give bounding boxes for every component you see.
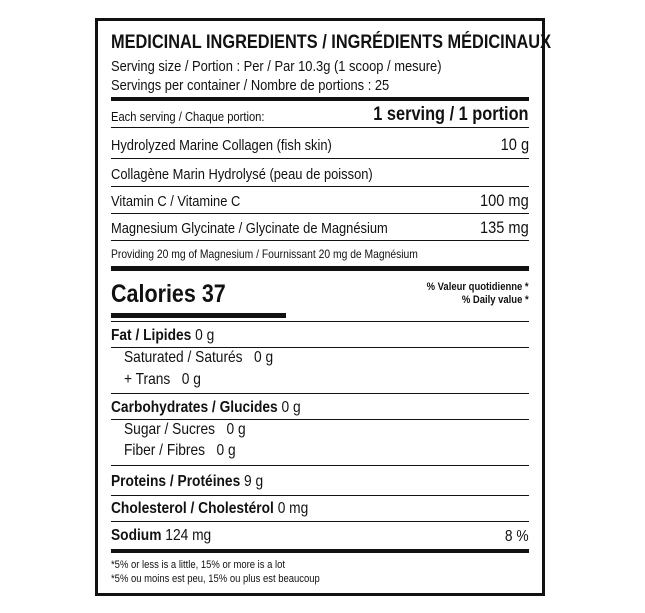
sodium-value: 124 mg: [165, 527, 212, 544]
ingredient-name: Magnesium Glycinate / Glycinate de Magnésium: [111, 220, 388, 237]
providing-note: Providing 20 mg of Magnesium / Fournissant 20 mg de Magnésium: [111, 247, 418, 261]
divider: [111, 321, 529, 322]
footnote-fr: *5% ou moins est peu, 15% ou plus est beaucoup: [111, 573, 320, 585]
divider: [111, 186, 529, 187]
cholesterol-value: 0 mg: [277, 500, 309, 517]
thick-divider: [111, 549, 529, 553]
fiber-row: Fiber / Fibres 0 g: [124, 442, 236, 459]
ingredient-name: Collagène Marin Hydrolysé (peau de poisson): [111, 166, 373, 183]
divider: [111, 419, 529, 420]
divider: [111, 393, 529, 394]
sodium-row: [111, 527, 211, 545]
medicinal-heading: MEDICINAL INGREDIENTS / INGRÉDIENTS MÉDICINAUX: [111, 32, 552, 53]
carb-value: 0 g: [281, 399, 301, 416]
trans-row: + Trans 0 g: [124, 371, 201, 388]
ingredient-name: Vitamin C / Vitamine C: [111, 193, 241, 210]
divider: [111, 213, 529, 214]
protein-row: [111, 473, 263, 491]
divider: [111, 127, 529, 128]
thick-divider: [111, 266, 529, 271]
ingredient-amount: 100 mg: [480, 191, 529, 210]
divider: [111, 240, 529, 241]
ingredient-amount: 135 mg: [480, 218, 529, 237]
thick-divider: [111, 97, 529, 101]
protein-value: 9 g: [244, 473, 264, 490]
dv-header-fr: % Valeur quotidienne *: [427, 281, 529, 293]
footnote-en: *5% or less is a little, 15% or more is a lot: [111, 559, 286, 571]
each-serving-value: 1 serving / 1 portion: [373, 104, 529, 125]
divider: [111, 495, 529, 496]
fat-value: 0 g: [195, 327, 215, 344]
dv-header-en: % Daily value *: [462, 294, 529, 306]
divider: [111, 465, 529, 466]
carb-label: Carbohydrates / Glucides: [111, 399, 278, 416]
ingredient-amount: 10 g: [500, 135, 529, 154]
saturated-row: Saturated / Saturés 0 g: [124, 349, 274, 366]
fat-row: [111, 327, 214, 345]
servings-per-container: Servings per container / Nombre de portions : 25: [111, 77, 390, 94]
each-serving-label: Each serving / Chaque portion:: [111, 109, 265, 124]
calories: Calories 37: [111, 280, 226, 308]
cholesterol-row: [111, 500, 308, 518]
fat-label: Fat / Lipides: [111, 327, 192, 344]
calories-underline: [111, 313, 286, 318]
divider: [111, 158, 529, 159]
sodium-dv: 8 %: [505, 528, 529, 545]
serving-size: Serving size / Portion : Per / Par 10.3g (1 scoop / mesure): [111, 58, 442, 75]
ingredient-name: Hydrolyzed Marine Collagen (fish skin): [111, 137, 332, 154]
nutrition-label-panel: [95, 18, 552, 596]
divider: [111, 347, 529, 348]
protein-label: Proteins / Protéines: [111, 473, 241, 490]
carb-row: [111, 399, 301, 417]
cholesterol-label: Cholesterol / Cholestérol: [111, 500, 274, 517]
divider: [111, 521, 529, 522]
sodium-label: Sodium: [111, 527, 162, 544]
sugar-row: Sugar / Sucres 0 g: [124, 421, 246, 438]
